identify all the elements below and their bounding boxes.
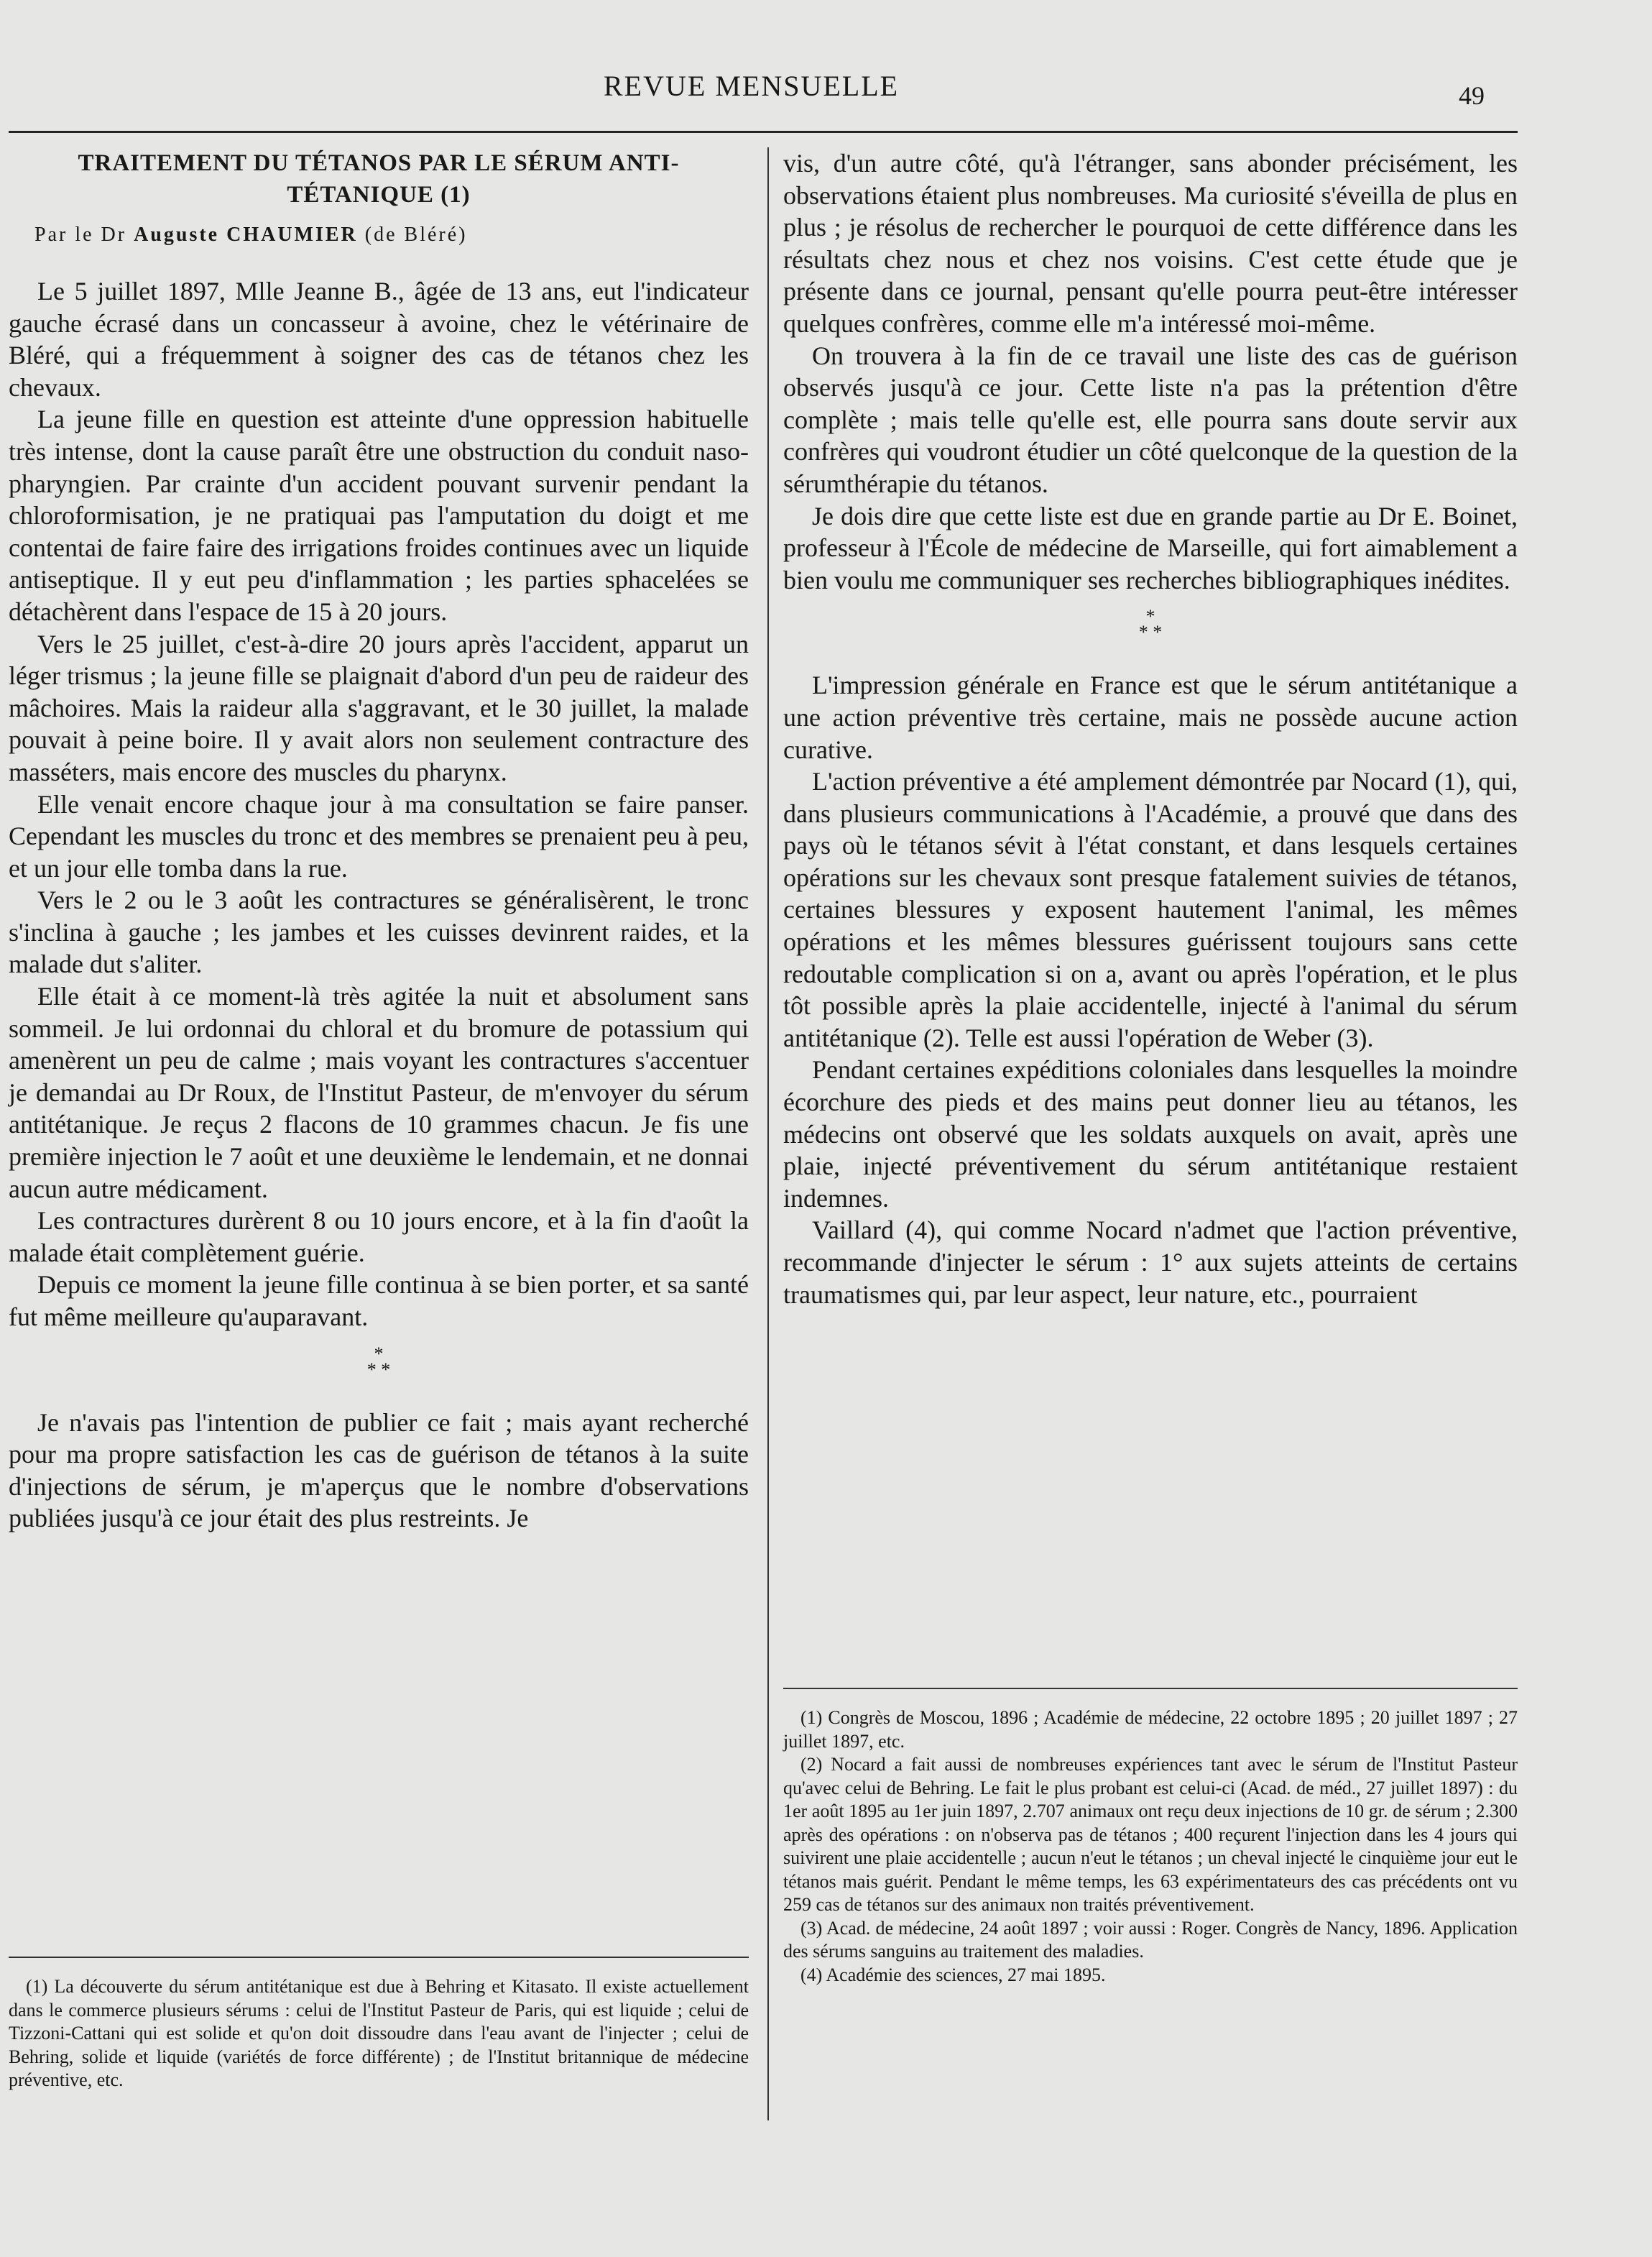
paragraph: Je n'avais pas l'intention de publier ce fait ; mais ayant recherché pour ma propre satisfaction les cas de guérison de tétanos à la suite d'injections de sérum, je m'aperçus que le nombre d'observations publiées jusqu'à ce jour était des plus restreints. Je [9,1407,749,1533]
paragraph: Les contractures durèrent 8 ou 10 jours encore, et à la fin d'août la malade était complètement guérie. [9,1206,749,1267]
paragraph: Je dois dire que cette liste est due en grande partie au Dr E. Boinet, professeur à l'École de médecine de Marseille, qui fort aimablement a bien voulu me communiquer ses recherches bibliographiques inédites. [783,501,1518,594]
paragraph: Pendant certaines expéditions coloniales dans lesquelles la moindre écorchure des pieds et des mains peut donner lieu au tétanos, les médecins ont observé que les soldats auxquels on avait, après une plaie, injecté préventivement du sérum antitétanique restaient indemnes. [783,1055,1518,1213]
section-break-asterisks: * * * [1138,606,1163,643]
paragraph: L'impression générale en France est que le sérum antitétanique a une action préventive très certaine, mais ne possède aucune action curative. [783,671,1518,764]
column-divider [767,147,769,2120]
author-location: (de Bléré) [364,224,468,246]
running-title: REVUE MENSUELLE [604,70,900,102]
paragraph: La jeune fille en question est atteinte d'une oppression habituelle très intense, dont la cause paraît être une obstruction du conduit naso-pharyngien. Par crainte d'un accident pouvant survenir pendant la chloroformisation, je ne pratiquai pas l'amputation du doigt et me contentai de faire faire des irrigations froides continues avec un liquide antiseptique. Il y eut peu d'inflammation ; les parties sphacelées se détachèrent dans l'espace de 15 à 20 jours. [9,405,749,626]
paragraph: Le 5 juillet 1897, Mlle Jeanne B., âgée de 13 ans, eut l'indicateur gauche écrasé dans un concasseur à avoine, chez le vétérinaire de Bléré, qui a fréquemment à soigner des cas de tétanos chez les chevaux. [9,277,749,402]
footnote: (1) La découverte du sérum antitétanique est due à Behring et Kitasato. Il existe actuellement dans le commerce plusieurs sérums : celui de l'Institut Pasteur de Paris, qui est liquide ; celui de Tizzoni-Cattani qui est solide et qu'on doit dissoudre dans l'eau avant de l'injecter ; celui de Behring, solide et liquide (variétés de force différente) ; de l'Institut britannique de médecine préventive, etc. [9,1976,749,2090]
footnote: (4) Académie des sciences, 27 mai 1895. [800,1964,1106,1985]
right-column [783,147,1518,1310]
paragraph: L'action préventive a été amplement démontrée par Nocard (1), qui, dans plusieurs communications à l'Académie, a prouvé que dans des pays où le tétanos sévit à l'état constant, et dans lesquels certaines opérations sur les chevaux sont presque fatalement suivies de tétanos, certaines blessures y exposent hautement l'animal, les mêmes opérations et les mêmes blessures guérissent toujours sans cette redoutable complication si on a, avant ou après l'opération, et le plus tôt possible après la plaie accidentelle, injecté à l'animal du sérum antitétanique (2). Telle est aussi l'opération de Weber (3). [783,767,1518,1052]
footnote-rule [9,1957,749,1958]
page-number: 49 [1459,81,1485,110]
paragraph: Elle était à ce moment-là très agitée la nuit et absolument sans sommeil. Je lui ordonnai du chloral et du bromure de potassium qui amenèrent un peu de calme ; mais voyant les contractures s'accentuer je demandai au Dr Roux, de l'Institut Pasteur, de m'envoyer du sérum antitétanique. Je reçus 2 flacons de 10 grammes chacun. Je fis une première injection le 7 août et une deuxième le lendemain, et ne donnai aucun autre médicament. [9,982,749,1203]
header-rule [9,131,1518,133]
paragraph: On trouvera à la fin de ce travail une liste des cas de guérison observés jusqu'à ce jour. Cette liste n'a pas la prétention d'être complète ; mais telle qu'elle est, elle pourra sans doute servir aux confrères qui voudront étudier un côté quelconque de la question de la sérumthérapie du tétanos. [783,341,1518,498]
paragraph: Vers le 25 juillet, c'est-à-dire 20 jours après l'accident, apparut un léger trismus ; la jeune fille se plaignait d'abord d'un peu de raideur des mâchoires. Mais la raideur alla s'aggravant, et le 30 juillet, la malade pouvait à peine boire. Il y avait alors non seulement contracture des masséters, mais encore des muscles du pharynx. [9,629,749,786]
author-name: Auguste CHAUMIER [134,224,358,246]
footnote-rule [783,1688,1518,1689]
section-break-asterisks: * * * [366,1343,391,1380]
paragraph: Depuis ce moment la jeune fille continua à se bien porter, et sa santé fut même meilleure qu'auparavant. [9,1270,749,1331]
left-column [9,147,749,1535]
footnotes-right [783,1688,1518,1987]
article-title: TRAITEMENT DU TÉTANOS PAR LE SÉRUM ANTI-TÉTANIQUE (1) [78,150,680,208]
paragraph: vis, d'un autre côté, qu'à l'étranger, sans abonder précisément, les observations étaient plus nombreuses. Ma curiosité s'éveilla de plus en plus ; je résolus de rechercher le pourquoi de cette différence dans les résultats chez nous et chez nos voisins. C'est cette étude que je présente dans ce journal, pensant qu'elle pourra peut-être intéresser quelques confrères, comme elle m'a intéressé moi-même. [783,149,1518,338]
byline [34,224,749,247]
footnote: (1) Congrès de Moscou, 1896 ; Académie de médecine, 22 octobre 1895 ; 20 juillet 1897 ; 27 juillet 1897, etc. [783,1707,1518,1752]
paragraph: Elle venait encore chaque jour à ma consultation se faire panser. Cependant les muscles du tronc et des membres se prenaient peu à peu, et un jour elle tomba dans la rue. [9,789,749,883]
byline-prefix: Par le Dr [34,224,127,246]
paragraph: Vaillard (4), qui comme Nocard n'admet que l'action préventive, recommande d'injecter le sérum : 1° aux sujets atteints de certains traumatismes qui, par leur aspect, leur nature, etc., pourraient [783,1215,1518,1309]
footnote: (3) Acad. de médecine, 24 août 1897 ; voir aussi : Roger. Congrès de Nancy, 1896. Application des sérums sanguins au traitement des maladies. [783,1917,1518,1962]
running-head [0,69,1652,109]
paragraph: Vers le 2 ou le 3 août les contractures se généralisèrent, le tronc s'inclina à gauche ; les jambes et les cuisses devinrent raides, et la malade dut s'aliter. [9,886,749,979]
footnotes-left [9,1957,749,2092]
footnote: (2) Nocard a fait aussi de nombreuses expériences tant avec le sérum de l'Institut Pasteur qu'avec celui de Behring. Le fait le plus probant est celui-ci (Acad. de méd., 27 juillet 1897) : du 1er août 1895 au 1er juin 1897, 2.707 animaux ont reçu deux injections de 10 gr. de sérum ; 2.300 après des opérations : on n'observa pas de tétanos ; 400 reçurent l'injection dans les 4 jours qui suivirent une plaie accidentelle ; aucun n'eut le tétanos ; un cheval injecté le cinquième jour eut le tétanos mais guérit. Pendant le même temps, les 63 expérimentateurs des cas précédents ont vu 259 cas de tétanos sur des animaux non traités préventivement. [783,1754,1518,1915]
